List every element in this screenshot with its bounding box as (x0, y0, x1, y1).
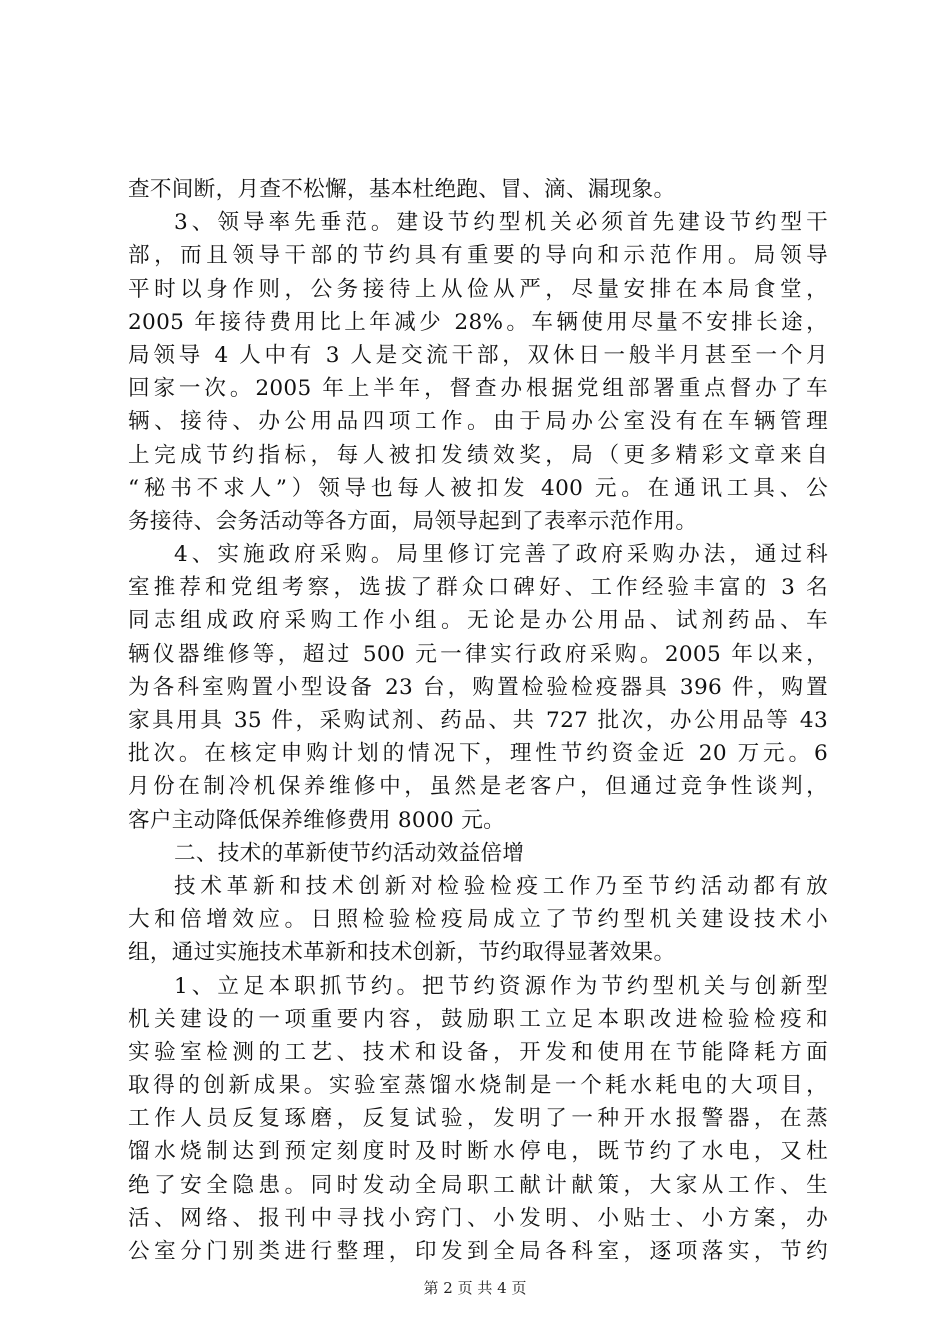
text-line: 平时以身作则，公务接待上从俭从严，尽量安排在本局食堂， (128, 276, 828, 302)
text-line: 同志组成政府采购工作小组。无论是办公用品、试剂药品、车 (128, 608, 828, 634)
text-line: 家具用具 35 件，采购试剂、药品、共 727 批次，办公用品等 43 (128, 708, 828, 733)
text-line: 取得的创新成果。实验室蒸馏水烧制是一个耗水耗电的大项目， (128, 1073, 828, 1099)
text-line: 工作人员反复琢磨，反复试验，发明了一种开水报警器，在蒸 (128, 1106, 828, 1132)
text-line: 辆、接待、办公用品四项工作。由于局办公室没有在车辆管理 (128, 409, 828, 435)
text-line: 大和倍增效应。日照检验检疫局成立了节约型机关建设技术小 (128, 907, 828, 933)
text-line: 2005 年接待费用比上年减少 28%。车辆使用尽量不安排长途， (128, 309, 828, 335)
text-line: 实验室检测的工艺、技术和设备，开发和使用在节能降耗方面 (128, 1039, 828, 1065)
text-line: 3、领导率先垂范。建设节约型机关必须首先建设节约型干 (174, 210, 828, 236)
text-line: 月份在制冷机保养维修中，虽然是老客户，但通过竞争性谈判， (128, 774, 828, 800)
text-line: 绝了安全隐患。同时发动全局职工献计献策，大家从工作、生 (128, 1172, 828, 1198)
text-line: 4、实施政府采购。局里修订完善了政府采购办法，通过科 (174, 542, 828, 568)
page-number-footer: 第 2 页 共 4 页 (423, 1279, 527, 1297)
text-line: 馏水烧制达到预定刻度时及时断水停电，既节约了水电，又杜 (128, 1139, 828, 1165)
text-line: 查不间断，月查不松懈，基本杜绝跑、冒、滴、漏现象。 (128, 177, 676, 202)
text-line: 室推荐和党组考察，选拔了群众口碑好、工作经验丰富的 3 名 (128, 575, 828, 601)
text-line: 局领导 4 人中有 3 人是交流干部，双休日一般半月甚至一个月 (128, 342, 828, 368)
text-line: 公室分门别类进行整理，印发到全局各科室，逐项落实，节约 (128, 1239, 828, 1264)
text-line: 技术革新和技术创新对检验检疫工作乃至节约活动都有放 (174, 873, 828, 899)
text-line: “秘书不求人”）领导也每人被扣发 400 元。在通讯工具、公 (128, 475, 828, 501)
text-line: 1、立足本职抓节约。把节约资源作为节约型机关与创新型 (174, 973, 828, 999)
text-line: 活、网络、报刊中寻找小窍门、小发明、小贴士、小方案，办 (128, 1205, 828, 1231)
text-line: 二、技术的革新使节约活动效益倍增 (174, 840, 525, 866)
text-line: 机关建设的一项重要内容，鼓励职工立足本职改进检验检疫和 (128, 1006, 828, 1032)
text-line: 批次。在核定申购计划的情况下，理性节约资金近 20 万元。6 (128, 741, 828, 767)
document-body (128, 173, 828, 1268)
text-line: 回家一次。2005 年上半年，督查办根据党组部署重点督办了车 (128, 376, 828, 402)
text-line: 为各科室购置小型设备 23 台，购置检验检疫器具 396 件，购置 (128, 674, 828, 700)
text-line: 务接待、会务活动等各方面，局领导起到了表率示范作用。 (128, 508, 698, 534)
text-line: 部，而且领导干部的节约具有重要的导向和示范作用。局领导 (128, 243, 828, 269)
text-line: 辆仪器维修等，超过 500 元一律实行政府采购。2005 年以来， (128, 641, 828, 667)
text-line: 客户主动降低保养维修费用 8000 元。 (128, 807, 505, 833)
text-line: 组，通过实施技术革新和技术创新，节约取得显著效果。 (128, 940, 676, 966)
text-line: 上完成节约指标，每人被扣发绩效奖，局（更多精彩文章来自 (128, 442, 828, 468)
